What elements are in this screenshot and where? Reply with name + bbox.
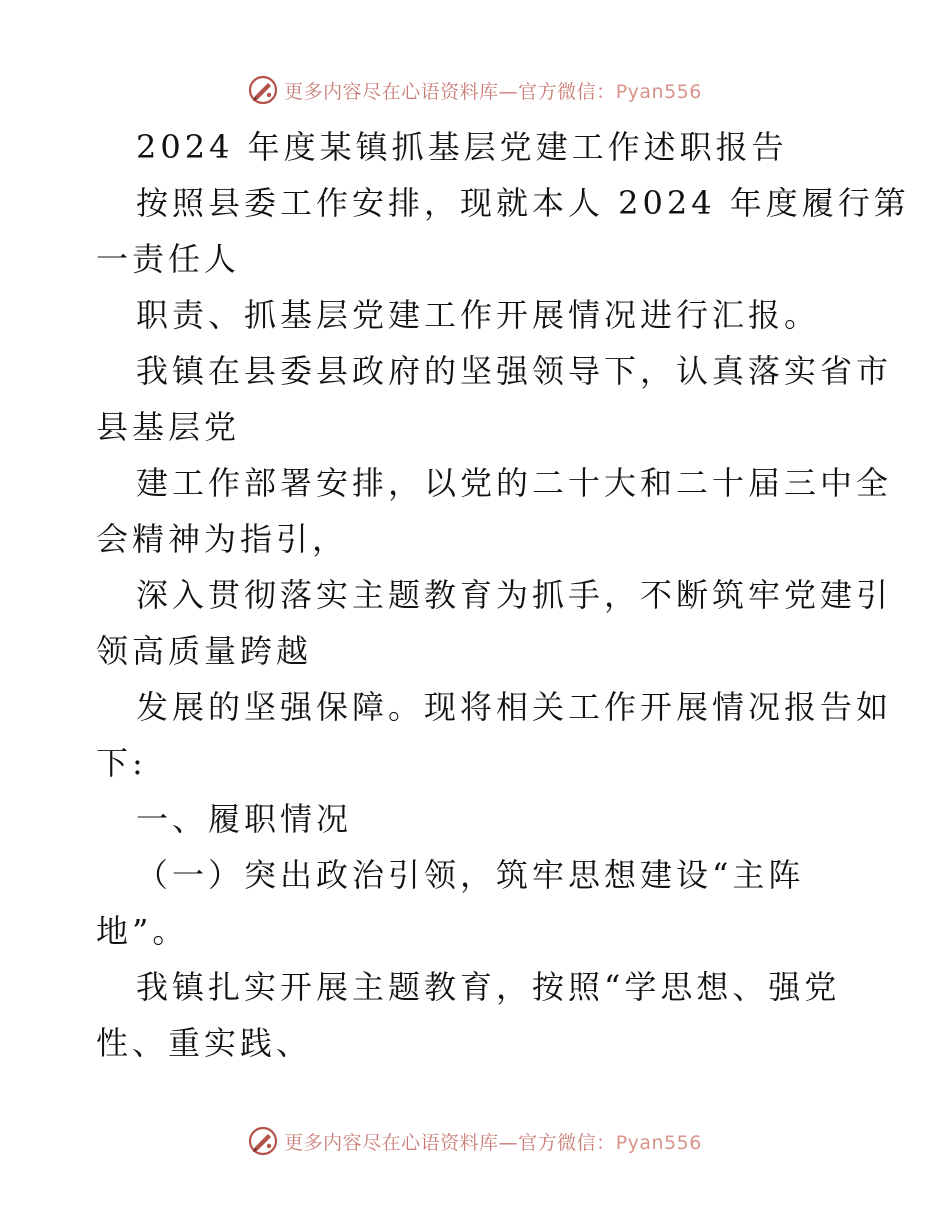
footer-watermark [0, 1121, 950, 1161]
text-line: （一）突出政治引领，筑牢思想建设“主阵 [136, 856, 805, 894]
watermark-main-text: 更多内容尽在心语资料库 [284, 1131, 499, 1154]
text-line: 一责任人 [96, 240, 241, 278]
watermark-separator: — [498, 1131, 519, 1154]
text-line: 下: [96, 744, 147, 782]
watermark-wechat-id: Pyan556 [615, 80, 702, 103]
text-line: 会精神为指引， [96, 520, 349, 558]
text-line: 按照县委工作安排，现就本人 2024 年度履行第 [136, 184, 910, 222]
text-line: 性、重实践、 [96, 1024, 313, 1062]
watermark-text [284, 77, 702, 104]
watermark-main-text: 更多内容尽在心语资料库 [284, 80, 499, 103]
watermark-text [284, 1128, 702, 1155]
watermark-wechat-id: Pyan556 [615, 1131, 702, 1154]
watermark-wechat-label: 官方微信： [518, 1131, 616, 1154]
text-line: 领高质量跨越 [96, 632, 313, 670]
watermark-separator: — [498, 80, 519, 103]
text-line: 建工作部署安排，以党的二十大和二十届三中全 [136, 464, 893, 502]
text-line: 2024 年度某镇抓基层党建工作述职报告 [136, 128, 788, 166]
header-watermark [0, 70, 950, 110]
pen-logo-icon [248, 1126, 278, 1156]
text-line: 我镇在县委县政府的坚强领导下，认真落实省市 [136, 352, 893, 390]
pen-logo-icon [248, 75, 278, 105]
text-line: 职责、抓基层党建工作开展情况进行汇报。 [136, 296, 821, 334]
text-line: 发展的坚强保障。现将相关工作开展情况报告如 [136, 688, 893, 726]
text-line: 深入贯彻落实主题教育为抓手，不断筑牢党建引 [136, 576, 893, 614]
document-body [96, 119, 910, 1071]
text-line: 地”。 [96, 912, 189, 950]
text-line: 县基层党 [96, 408, 241, 446]
text-line: 一、履职情况 [136, 800, 353, 838]
watermark-wechat-label: 官方微信： [518, 80, 616, 103]
text-line: 我镇扎实开展主题教育，按照“学思想、强党 [136, 968, 841, 1006]
